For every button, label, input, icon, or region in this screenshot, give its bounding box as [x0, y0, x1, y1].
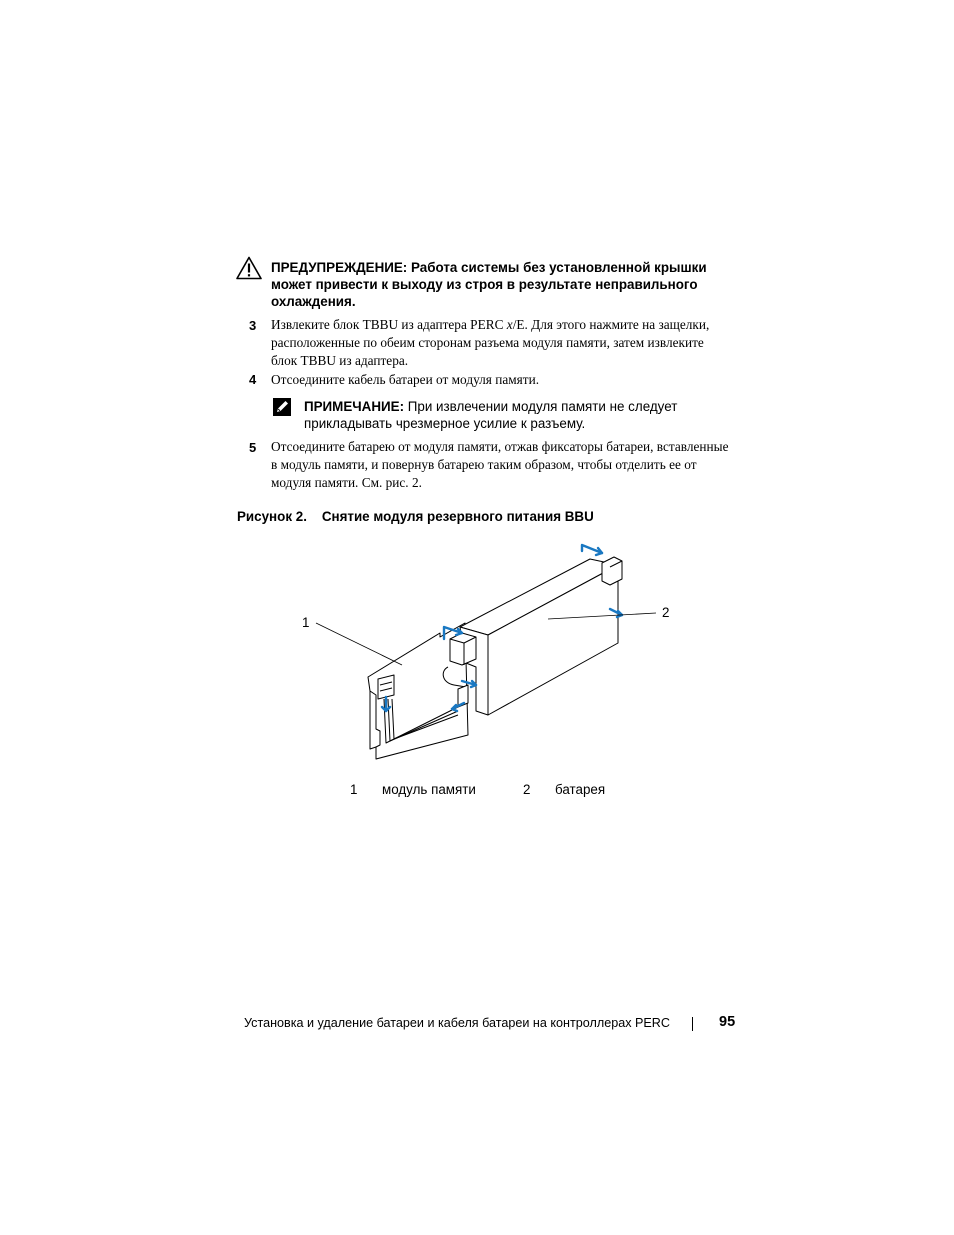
note-text: ПРИМЕЧАНИЕ: При извлечении модуля памяти не следует прикладывать чрезмерное усилие к разъему.: [304, 399, 678, 432]
page-number: 95: [719, 1014, 736, 1030]
warning-line-2: может привести к выходу из строя в результате неправильного: [271, 277, 698, 293]
callout-leader-1: [316, 623, 402, 665]
legend-label-2: батарея: [555, 782, 606, 797]
legend-number-1: 1: [350, 782, 358, 797]
warning-label: ПРЕДУПРЕЖДЕНИЕ:: [271, 260, 408, 275]
step-number-4: 4: [249, 372, 257, 387]
legend-label-1: модуль памяти: [382, 782, 476, 797]
callout-1: 1: [302, 615, 310, 630]
step-number-5: 5: [249, 440, 257, 455]
callout-2: 2: [662, 605, 670, 620]
step-text-4: Отсоедините кабель батареи от модуля памяти.: [271, 372, 540, 387]
legend-number-2: 2: [523, 782, 531, 797]
warning-line-1: ПРЕДУПРЕЖДЕНИЕ: Работа системы без установленной крышки: [271, 260, 707, 275]
figure-caption: Рисунок 2. Снятие модуля резервного питания BBU: [237, 509, 594, 524]
warning-triangle-icon: [236, 256, 262, 280]
bbu-removal-illustration: [290, 535, 690, 775]
footer-separator: [692, 1017, 693, 1031]
footer-text: Установка и удаление батареи и кабеля батареи на контроллерах PERC: [244, 1016, 670, 1030]
step-text-3: Извлеките блок TBBU из адаптера PERC x/E. Для этого нажмите на защелки, расположенные по обеим сторонам разъема модуля памяти, затем извлеките блок TBBU из адаптера.: [271, 317, 710, 368]
step-number-3: 3: [249, 318, 257, 333]
step-text-5: Отсоедините батарею от модуля памяти, отжав фиксаторы батареи, вставленные в модуль памяти, и повернув батарею таким образом, чтобы отделить ее от модуля памяти. См. рис. 2.: [271, 439, 729, 490]
note-pencil-icon: [272, 397, 292, 417]
warning-line-3: охлаждения.: [271, 294, 356, 310]
note-label: ПРИМЕЧАНИЕ:: [304, 399, 405, 414]
warning-text: [271, 259, 741, 311]
